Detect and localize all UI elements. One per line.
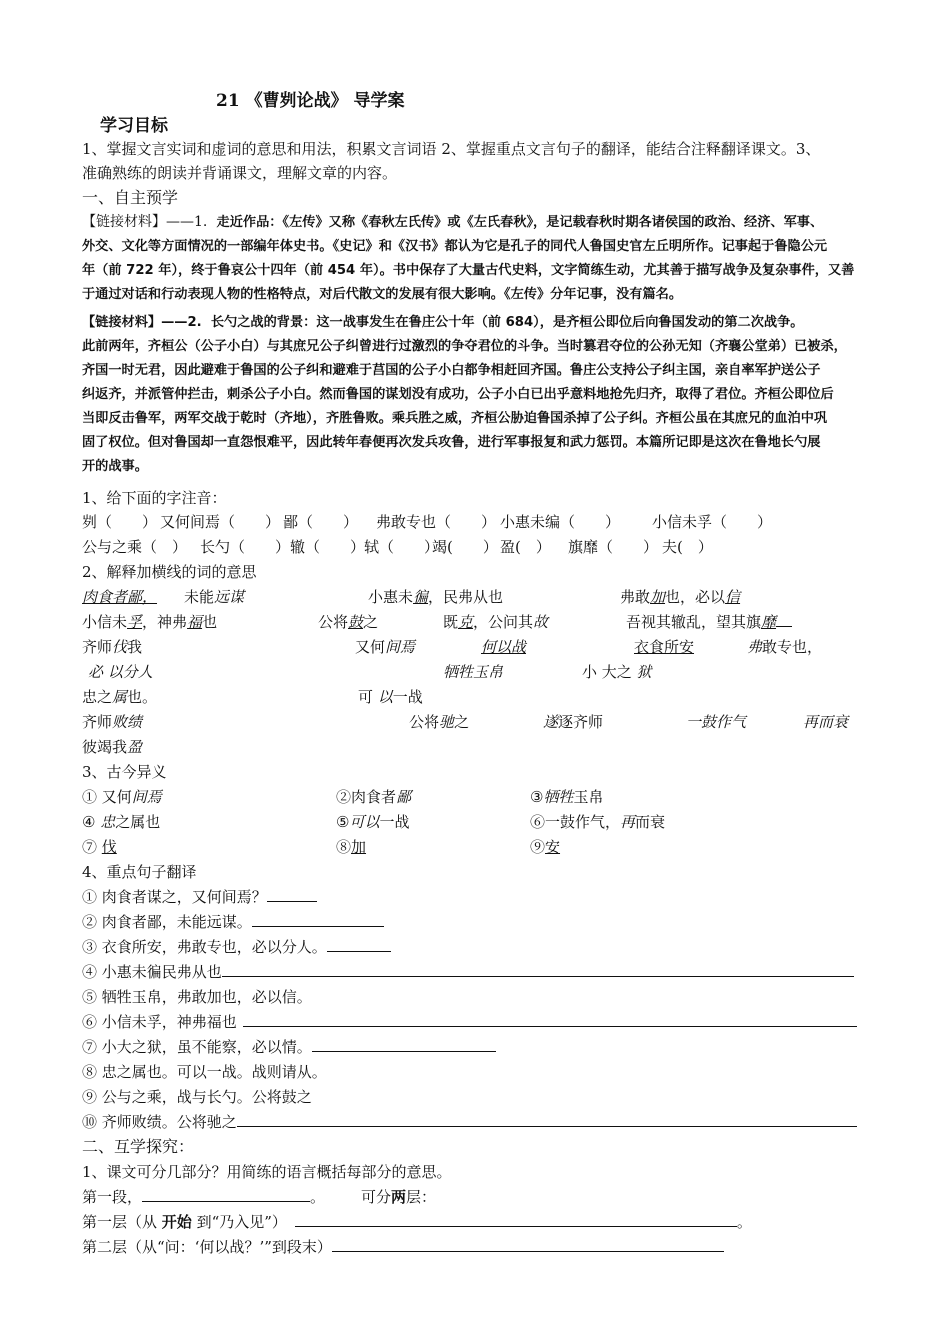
vocab-item: 弗敢加也，必以信 [620,588,741,606]
material-line: 此前两年，齐桓公（公子小白）与其庶兄公子纠曾进行过激烈的争夺君位的斗争。当时篡君夺位的公孙无知（齐襄公堂弟）已被杀， [82,339,847,354]
answer-blank[interactable] [312,1037,496,1052]
answer-blank[interactable] [252,912,384,927]
pinyin-item: 辙（ ） [290,538,366,556]
material-line: 长勺之战的背景：这一战事发生在鲁庄公十年（前 684），是齐桓公即位后向鲁国发动的第二次战争。 [210,315,804,330]
translation-item: ① 肉食者谋之，又何间焉？ [82,886,317,908]
pinyin-item: 小信未孚（ ） [652,513,773,531]
pinyin-item: 旗靡（ ） [568,538,659,556]
vocab-item: 忠之属也。 [82,688,158,706]
translation-item: ⑦ 小大之狱，虽不能察，必以情。 [82,1036,496,1058]
meaning-item: ⑨安 [530,838,561,856]
meaning-item: ① 又何间焉 [82,788,162,806]
translation-item: ⑩ 齐师败绩。公将驰之 [82,1111,857,1133]
pinyin-item: 小惠未编（ ） [500,513,621,531]
translation-item: ④ 小惠未徧民弗从也 [82,961,854,983]
translation-item: ⑥ 小信未孚，神弗福也 [82,1011,857,1033]
pinyin-item: 又何间焉（ ） [160,513,281,531]
vocab-item: 何以战 [481,638,527,656]
meaning-item: ⑦ 伐 [82,838,117,856]
goals-line: 准确熟练的朗读并背诵课文，理解文章的内容。 [82,164,398,182]
translation-item: ② 肉食者鄙，未能远谋。 [82,911,384,933]
answer-blank[interactable] [327,937,391,952]
layers-note: 可分两层： [361,1188,437,1206]
vocab-item: 遂逐齐师 [543,713,604,731]
vocab-item: 衣食所安 [634,638,695,656]
answer-blank[interactable] [237,1112,857,1127]
question-title: 2、解释加横线的词的意思 [82,563,257,581]
pinyin-item: 长勺（ ） [200,538,291,556]
vocab-item: 齐师伐我 [82,638,143,656]
vocab-item: 小信未孚，神弗福也 [82,613,218,631]
vocab-item: 一鼓作气 [686,713,747,731]
meaning-item: ③牺牲玉帛 [530,788,604,806]
layer-answer: 第一层（从 开始 到“乃入见”） 。 [82,1213,752,1231]
answer-blank[interactable] [332,1237,724,1252]
vocab-item: 小 大之 狱 [582,663,652,681]
vocab-item: 既克，公问其故 [443,613,549,631]
meaning-item: ⑥一鼓作气，再而衰 [530,813,666,831]
pinyin-item: 轼（ ） [364,538,440,556]
answer-blank[interactable] [142,1187,310,1202]
meaning-item: ⑤可以一战 [336,813,410,831]
material-1 [82,211,854,305]
goals-line: 1、掌握文言实词和虚词的意思和用法，积累文言词语 2、掌握重点文言句子的翻译，能结合注释翻译课文。3、 [82,140,821,158]
meaning-item: ⑧加 [336,838,367,856]
material-line: 当即反击鲁军，两军交战于乾时（齐地），齐胜鲁败。乘兵胜之威，齐桓公胁迫鲁国杀掉了公子纠。齐桓公虽在其庶兄的血泊中巩 [82,411,828,426]
vocab-item: 再而衰 [803,713,849,731]
vocab-item: 又何间焉 [355,638,416,656]
vocab-item: 未能远谋 [184,588,245,606]
material-line: 齐国一时无君，因此避难于鲁国的公子纠和避难于莒国的公子小白都争相赶回齐国。鲁庄公支持公子纠主国，亲自率军护送公子 [82,363,821,378]
material-line: 年（前 722 年），终于鲁哀公十四年（前 454 年）。书中保存了大量古代史料，文字简练生动，尤其善于描写战争及复杂事件，又善 [82,263,855,278]
pinyin-item: 鄙（ ） [283,513,359,531]
vocab-item: 吾视其辙乱，望其旗靡 [626,611,792,633]
pinyin-item: 竭( ） [432,538,498,556]
pinyin-item: 公与之乘（ ） [82,538,188,556]
question-title: 1、给下面的字注音： [82,489,227,507]
pinyin-item: 刿（ ） [82,513,158,531]
goals-heading: 学习目标 [100,116,168,136]
vocab-item: 必 以分人 [88,663,153,681]
page-title: 21 《曹刿论战》 导学案 [216,91,405,111]
vocab-item: 牺牲玉帛 [443,663,504,681]
material-line: 于通过对话和行动表现人物的性格特点，对后代散文的发展有很大影响。《左传》分年记事，没有篇名。 [82,287,683,302]
material-line: 开的战事。 [82,459,148,474]
pinyin-item: 弗敢专也（ ） [376,513,497,531]
question-title: 1、课文可分几部分？用简练的语言概括每部分的意思。 [82,1163,452,1181]
section-heading: 二、互学探究： [82,1137,195,1156]
material-line: 外交、文化等方面情况的一部编年体史书。《史记》和《汉书》都认为它是孔子的同代人鲁国史官左丘明所作。记事起于鲁隐公元 [82,239,828,254]
vocab-item: 可 以一战 [358,688,423,706]
answer-blank[interactable] [267,887,317,902]
vocab-item: 小惠未徧，民弗从也 [368,588,504,606]
material-prefix: 【链接材料】——2. [82,315,202,330]
meaning-item: ②肉食者鄙 [336,788,412,806]
layer-answer: 第二层（从“问：‘何以战？’”到段末） [82,1236,724,1258]
translation-item: ⑨ 公与之乘，战与长勺。公将鼓之 [82,1088,312,1106]
answer-blank[interactable] [222,962,854,977]
question-title: 3、古今异义 [82,763,167,781]
meaning-item: ④ 忠之属也 [82,813,161,831]
material-prefix: 【链接材料】——1. [82,214,208,230]
vocab-item: 公将鼓之 [318,613,379,631]
translation-item: ⑤ 牺牲玉帛，弗敢加也，必以信。 [82,988,312,1006]
answer-blank[interactable] [295,1212,737,1227]
vocab-item: 弗敢专也， [747,638,823,656]
vocab-item: 彼竭我盈 [82,738,143,756]
paragraph-answer: 第一段， 。 [82,1188,326,1206]
vocab-item: 齐师败绩 [82,713,143,731]
translation-item: ③ 衣食所安，弗敢专也，必以分人。 [82,936,391,958]
translation-item: ⑧ 忠之属也。可以一战。战则请从。 [82,1063,327,1081]
material-2 [82,313,847,477]
pinyin-item: 盈( ） [500,538,551,556]
vocab-item: 公将驰之 [409,713,470,731]
material-line: 走近作品：《左传》又称《春秋左氏传》或《左氏春秋》，是记载春秋时期各诸侯国的政治、经济、军事、 [216,215,824,230]
material-line: 固了权位。但对鲁国却一直怨恨难平，因此转年春便再次发兵攻鲁，进行军事报复和武力惩罚。本篇所记即是这次在鲁地长勺展 [82,435,821,450]
answer-blank[interactable] [243,1012,857,1027]
question-title: 4、重点句子翻译 [82,863,197,881]
material-line: 纠返齐，并派管仲拦击，刺杀公子小白。然而鲁国的谋划没有成功，公子小白已出乎意料地抢先归齐，取得了君位。齐桓公即位后 [82,387,834,402]
pinyin-item: 夫( ） [662,538,713,556]
section-heading: 一、自主预学 [82,188,179,207]
vocab-item: 肉食者鄙， [82,588,158,606]
